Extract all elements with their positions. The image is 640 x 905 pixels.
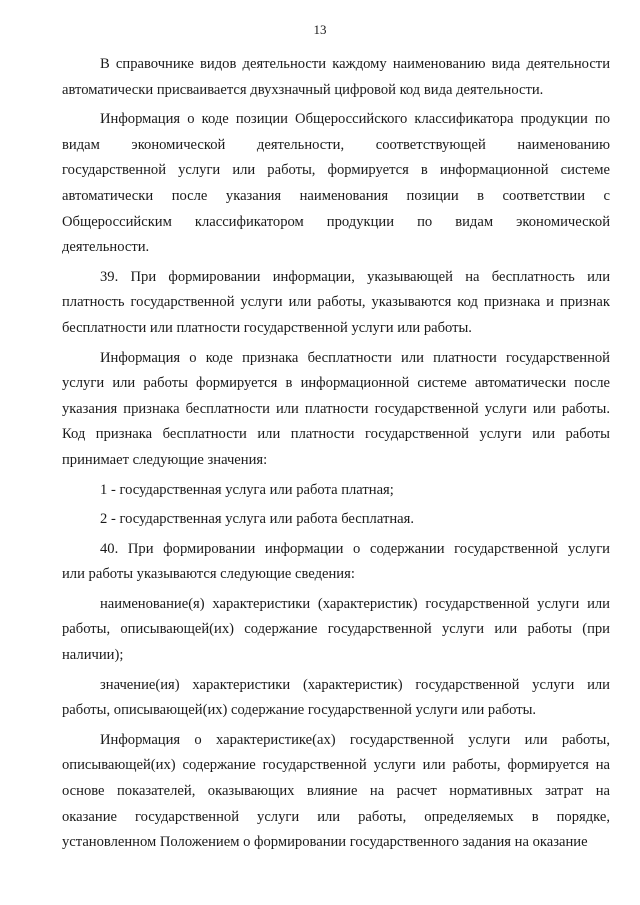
paragraph (62, 52, 610, 103)
text-line: значение(ия) характеристики (характеристик) государственной услуги или (100, 676, 610, 693)
text-line: Код признака бесплатности или платности государственной услуги или работы (62, 426, 610, 443)
text-line: бесплатности или платности государственной услуги или работы. (62, 319, 472, 336)
text-line: Общероссийским классификатором продукции по видам экономической (62, 213, 610, 230)
paragraph (62, 107, 610, 261)
text-line: государственной услуги или работы, формируется в информационной системе (62, 162, 610, 179)
paragraph (62, 265, 610, 342)
text-line: 39. При формировании информации, указывающей на бесплатность или (100, 268, 610, 285)
paragraph (62, 346, 610, 474)
text-line: наименование(я) характеристики (характеристик) государственной услуги или (100, 595, 610, 612)
text-line: 2 - государственная услуга или работа бесплатная. (100, 511, 414, 528)
text-line: услуги или работы формируется в информационной системе автоматически после (62, 375, 610, 392)
paragraph (62, 478, 610, 504)
text-line: работы, описывающей(их) содержание государственной услуги или работы. (62, 702, 537, 719)
text-line: Информация о характеристике(ах) государственной услуги или работы, (100, 731, 610, 748)
text-line: видам экономической деятельности, соответствующей наименованию (62, 136, 610, 153)
text-line: наличии); (62, 647, 124, 664)
text-line: работы, описывающей(их) содержание государственной услуги или работы (при (62, 621, 610, 638)
text-line: платность государственной услуги или работы, указываются код признака и признак (62, 294, 610, 311)
text-line: или работы указываются следующие сведения: (62, 566, 355, 583)
page-number: 13 (313, 22, 327, 37)
text-line: Информация о коде признака бесплатности или платности государственной (100, 349, 610, 366)
document-body (62, 52, 610, 856)
text-line: указания признака бесплатности или платности государственной услуги или работы. (62, 400, 610, 417)
text-line: автоматически после указания наименования позиции в соответствии с (62, 187, 610, 204)
text-line: автоматически присваивается двухзначный цифровой код вида деятельности. (62, 81, 544, 98)
text-line: описывающей(их) содержание государственной услуги или работы, формируется на (62, 757, 610, 774)
paragraph (62, 728, 610, 856)
text-line: Информация о коде позиции Общероссийского классификатора продукции по (100, 111, 610, 128)
paragraph (62, 507, 610, 533)
text-line: В справочнике видов деятельности каждому наименованию вида деятельности (100, 56, 610, 72)
paragraph (62, 592, 610, 669)
paragraph (62, 537, 610, 588)
text-line: оказание государственной услуги или работы, определяемых в порядке, (62, 808, 610, 825)
text-line: 40. При формировании информации о содержании государственной услуги (100, 540, 610, 557)
text-line: установленном Положением о формировании государственного задания на оказание (62, 834, 588, 851)
text-line: основе показателей, оказывающих влияние на расчет нормативных затрат на (62, 783, 610, 800)
paragraph (62, 673, 610, 724)
text-line: деятельности. (62, 239, 150, 256)
text-line: 1 - государственная услуга или работа платная; (100, 481, 394, 498)
text-line: принимает следующие значения: (62, 451, 268, 468)
